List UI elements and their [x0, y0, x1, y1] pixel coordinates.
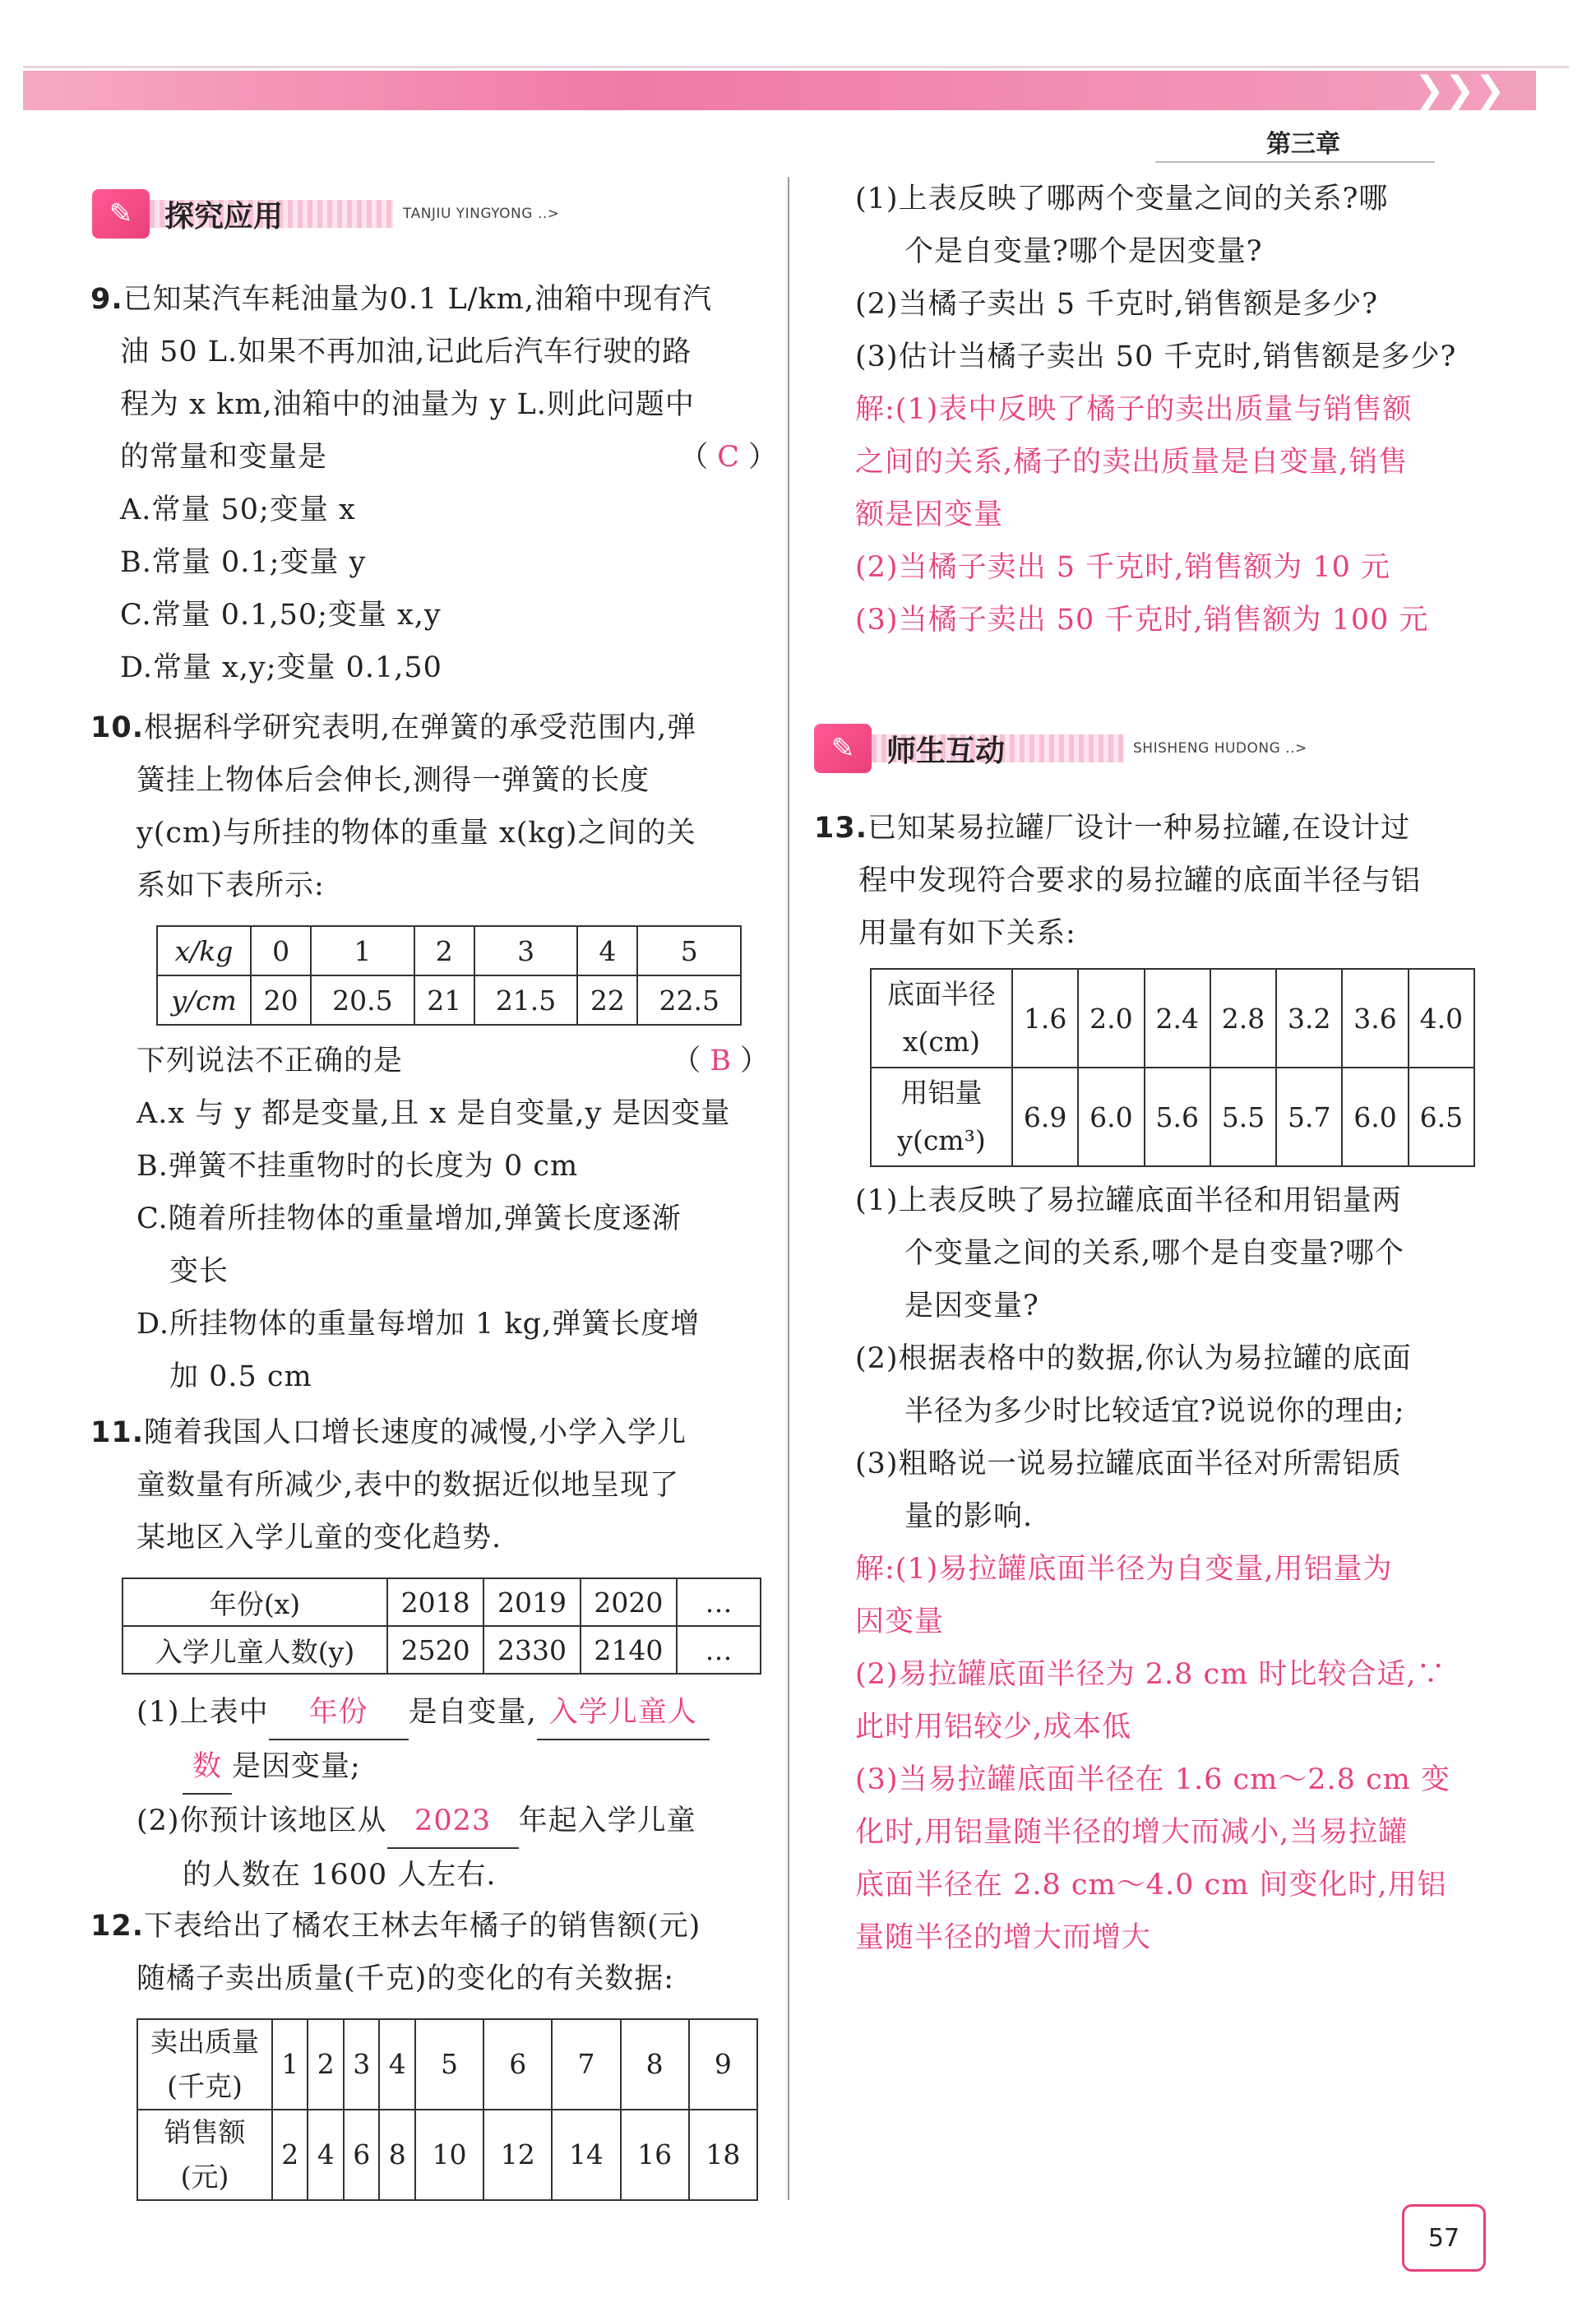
answer-bracket: （ C ）: [679, 441, 778, 474]
option: D.所挂物体的重量每增加 1 kg,弹簧长度增: [136, 1308, 701, 1341]
question-10-options: 下列说法不正确的是 （ B ） A.x 与 y 都是变量,且 x 是自变量,y 是因变量 B.弹簧不挂重物时的长度为 0 cm C.随着所挂物体的重量增加,弹簧长度逐渐 变长 D.所挂物体的重量每增加 1 kg,弹簧长度增 加 0.5 cm: [136, 1035, 770, 1403]
spring-table: [156, 925, 742, 1026]
option: A.x 与 y 都是变量,且 x 是自变量,y 是因变量: [136, 1097, 731, 1130]
table-row: 入学儿童人数(y) 2520 2330 2140 …: [123, 1626, 761, 1674]
fill-blank: 入学儿童人: [537, 1686, 710, 1740]
question-12-parts: (1)上表反映了哪两个变量之间的关系?哪 个是自变量?哪个是因变量? (2)当橘子卖出 5 千克时,销售额是多少? (3)估计当橘子卖出 50 千克时,销售额是多少? 解:(1)表中反映了橘子的卖出质量与销售额 之间的关系,橘子的卖出质量是自变量,销售 额是因变量 (2)当橘子卖出 5 千克时,销售额为 10 元 (3)当橘子卖出 50 千克时,销售额为 100 元: [855, 183, 1457, 637]
enrollment-table: [122, 1577, 761, 1675]
question-12: 12.下表给出了橘农王林去年橘子的销售额(元) 随橘子卖出质量(千克)的变化的有关数据:: [90, 1910, 701, 1995]
solution: 解:(1)易拉罐底面半径为自变量,用铝量为: [855, 1553, 1393, 1586]
section-pinyin: TANJIU YINGYONG: [403, 206, 533, 222]
table-row: x/kg 0 1 2 3 4 5: [157, 926, 741, 975]
page-number: 57: [1402, 2204, 1486, 2272]
table-row: 底面半径 x(cm) 1.6 2.0 2.4 2.8 3.2 3.6 4.0: [871, 969, 1474, 1068]
question-9: 9.已知某汽车耗油量为0.1 L/km,油箱中现有汽 油 50 L.如果不再加油,记此后汽车行驶的路 程为 x km,油箱中的油量为 y L.则此问题中 的常量和变量是 （ C ） A.常量 50;变量 x B.常量 0.1;变量 y C.常量 0.1,50;变量 x,y D.常量 x,y;变量 0.1,50: [90, 273, 778, 694]
section-title: 师生互动: [886, 734, 1006, 768]
section-pinyin: SHISHENG HUDONG: [1133, 740, 1281, 757]
question-11-parts: (1)上表中 年份 是自变量, 入学儿童人 数 是因变量; (2)你预计该地区从 2023 年起入学儿童 的人数在 1600 人左右.: [136, 1686, 710, 1902]
section-arrow: ..>: [1285, 740, 1307, 757]
question-10: 10.根据科学研究表明,在弹簧的承受范围内,弹 簧挂上物体后会伸长,测得一弹簧的长度 y(cm)与所挂的物体的重量 x(kg)之间的关 系如下表所示:: [90, 711, 697, 902]
pencil-icon: ✎: [814, 724, 872, 773]
pencil-icon: ✎: [92, 189, 150, 239]
fill-blank: 数: [183, 1740, 232, 1795]
option: B.弹簧不挂重物时的长度为 0 cm: [136, 1150, 579, 1183]
option: C.常量 0.1,50;变量 x,y: [120, 599, 442, 632]
header-bar: [23, 71, 1536, 110]
table-row: 用铝量 y(cm³) 6.9 6.0 5.6 5.5 5.7 6.0 6.5: [871, 1068, 1474, 1166]
section-badge-interact: [814, 720, 1307, 777]
option: B.常量 0.1;变量 y: [120, 546, 367, 579]
option: A.常量 50;变量 x: [120, 493, 356, 526]
section-badge-explore: [92, 185, 560, 243]
table-row: y/cm 20 20.5 21 21.5 22 22.5: [157, 975, 741, 1025]
table-row: 卖出质量 (千克) 1 2 3 4 5 6 7 8 9: [137, 2019, 757, 2110]
option: C.随着所挂物体的重量增加,弹簧长度逐渐: [136, 1202, 682, 1235]
chevron-right-icon: ❯❯❯: [1414, 69, 1506, 111]
table-row: 年份(x) 2018 2019 2020 …: [123, 1578, 761, 1626]
header-rule: [23, 66, 1569, 68]
solution: 解:(1)表中反映了橘子的卖出质量与销售额: [855, 393, 1413, 426]
question-13-parts: (1)上表反映了易拉罐底面半径和用铝量两 个变量之间的关系,哪个是自变量?哪个 是因变量? (2)根据表格中的数据,你认为易拉罐的底面 半径为多少时比较适宜?说说你的理由; (3)粗略说一说易拉罐底面半径对所需铝质 量的影响. 解:(1)易拉罐底面半径为自变量,用铝量为 因变量 (2)易拉罐底面半径为 2.8 cm 时比较合适,∵ 此时用铝较少,成本低 (3)当易拉罐底面半径在 1.6 cm～2.8 cm 变 化时,用铝量随半径的增大而减小,当易拉罐 底面半径在 2.8 cm～4.0 cm 间变化时,用铝 量随半径的增大而增大: [855, 1184, 1450, 1954]
fill-blank: 2023: [387, 1795, 519, 1849]
orange-sales-table: [136, 2018, 758, 2201]
answer-bracket: （ B ）: [672, 1045, 770, 1077]
can-radius-table: [870, 968, 1475, 1167]
question-13: 13.已知某易拉罐厂设计一种易拉罐,在设计过 程中发现符合要求的易拉罐的底面半径与铝 用量有如下关系:: [814, 812, 1422, 950]
table-row: 销售额 (元) 2 4 6 8 10 12 14 16 18: [137, 2110, 757, 2200]
section-arrow: ..>: [537, 206, 560, 222]
chapter-title: 第三章: [1266, 130, 1340, 159]
column-divider: [788, 177, 789, 2200]
question-11: 11.随着我国人口增长速度的减慢,小学入学儿 童数量有所减少,表中的数据近似地呈现了 某地区入学儿童的变化趋势.: [90, 1416, 687, 1554]
section-title: 探究应用: [164, 199, 284, 234]
fill-blank: 年份: [269, 1686, 409, 1740]
option: D.常量 x,y;变量 0.1,50: [120, 651, 442, 684]
